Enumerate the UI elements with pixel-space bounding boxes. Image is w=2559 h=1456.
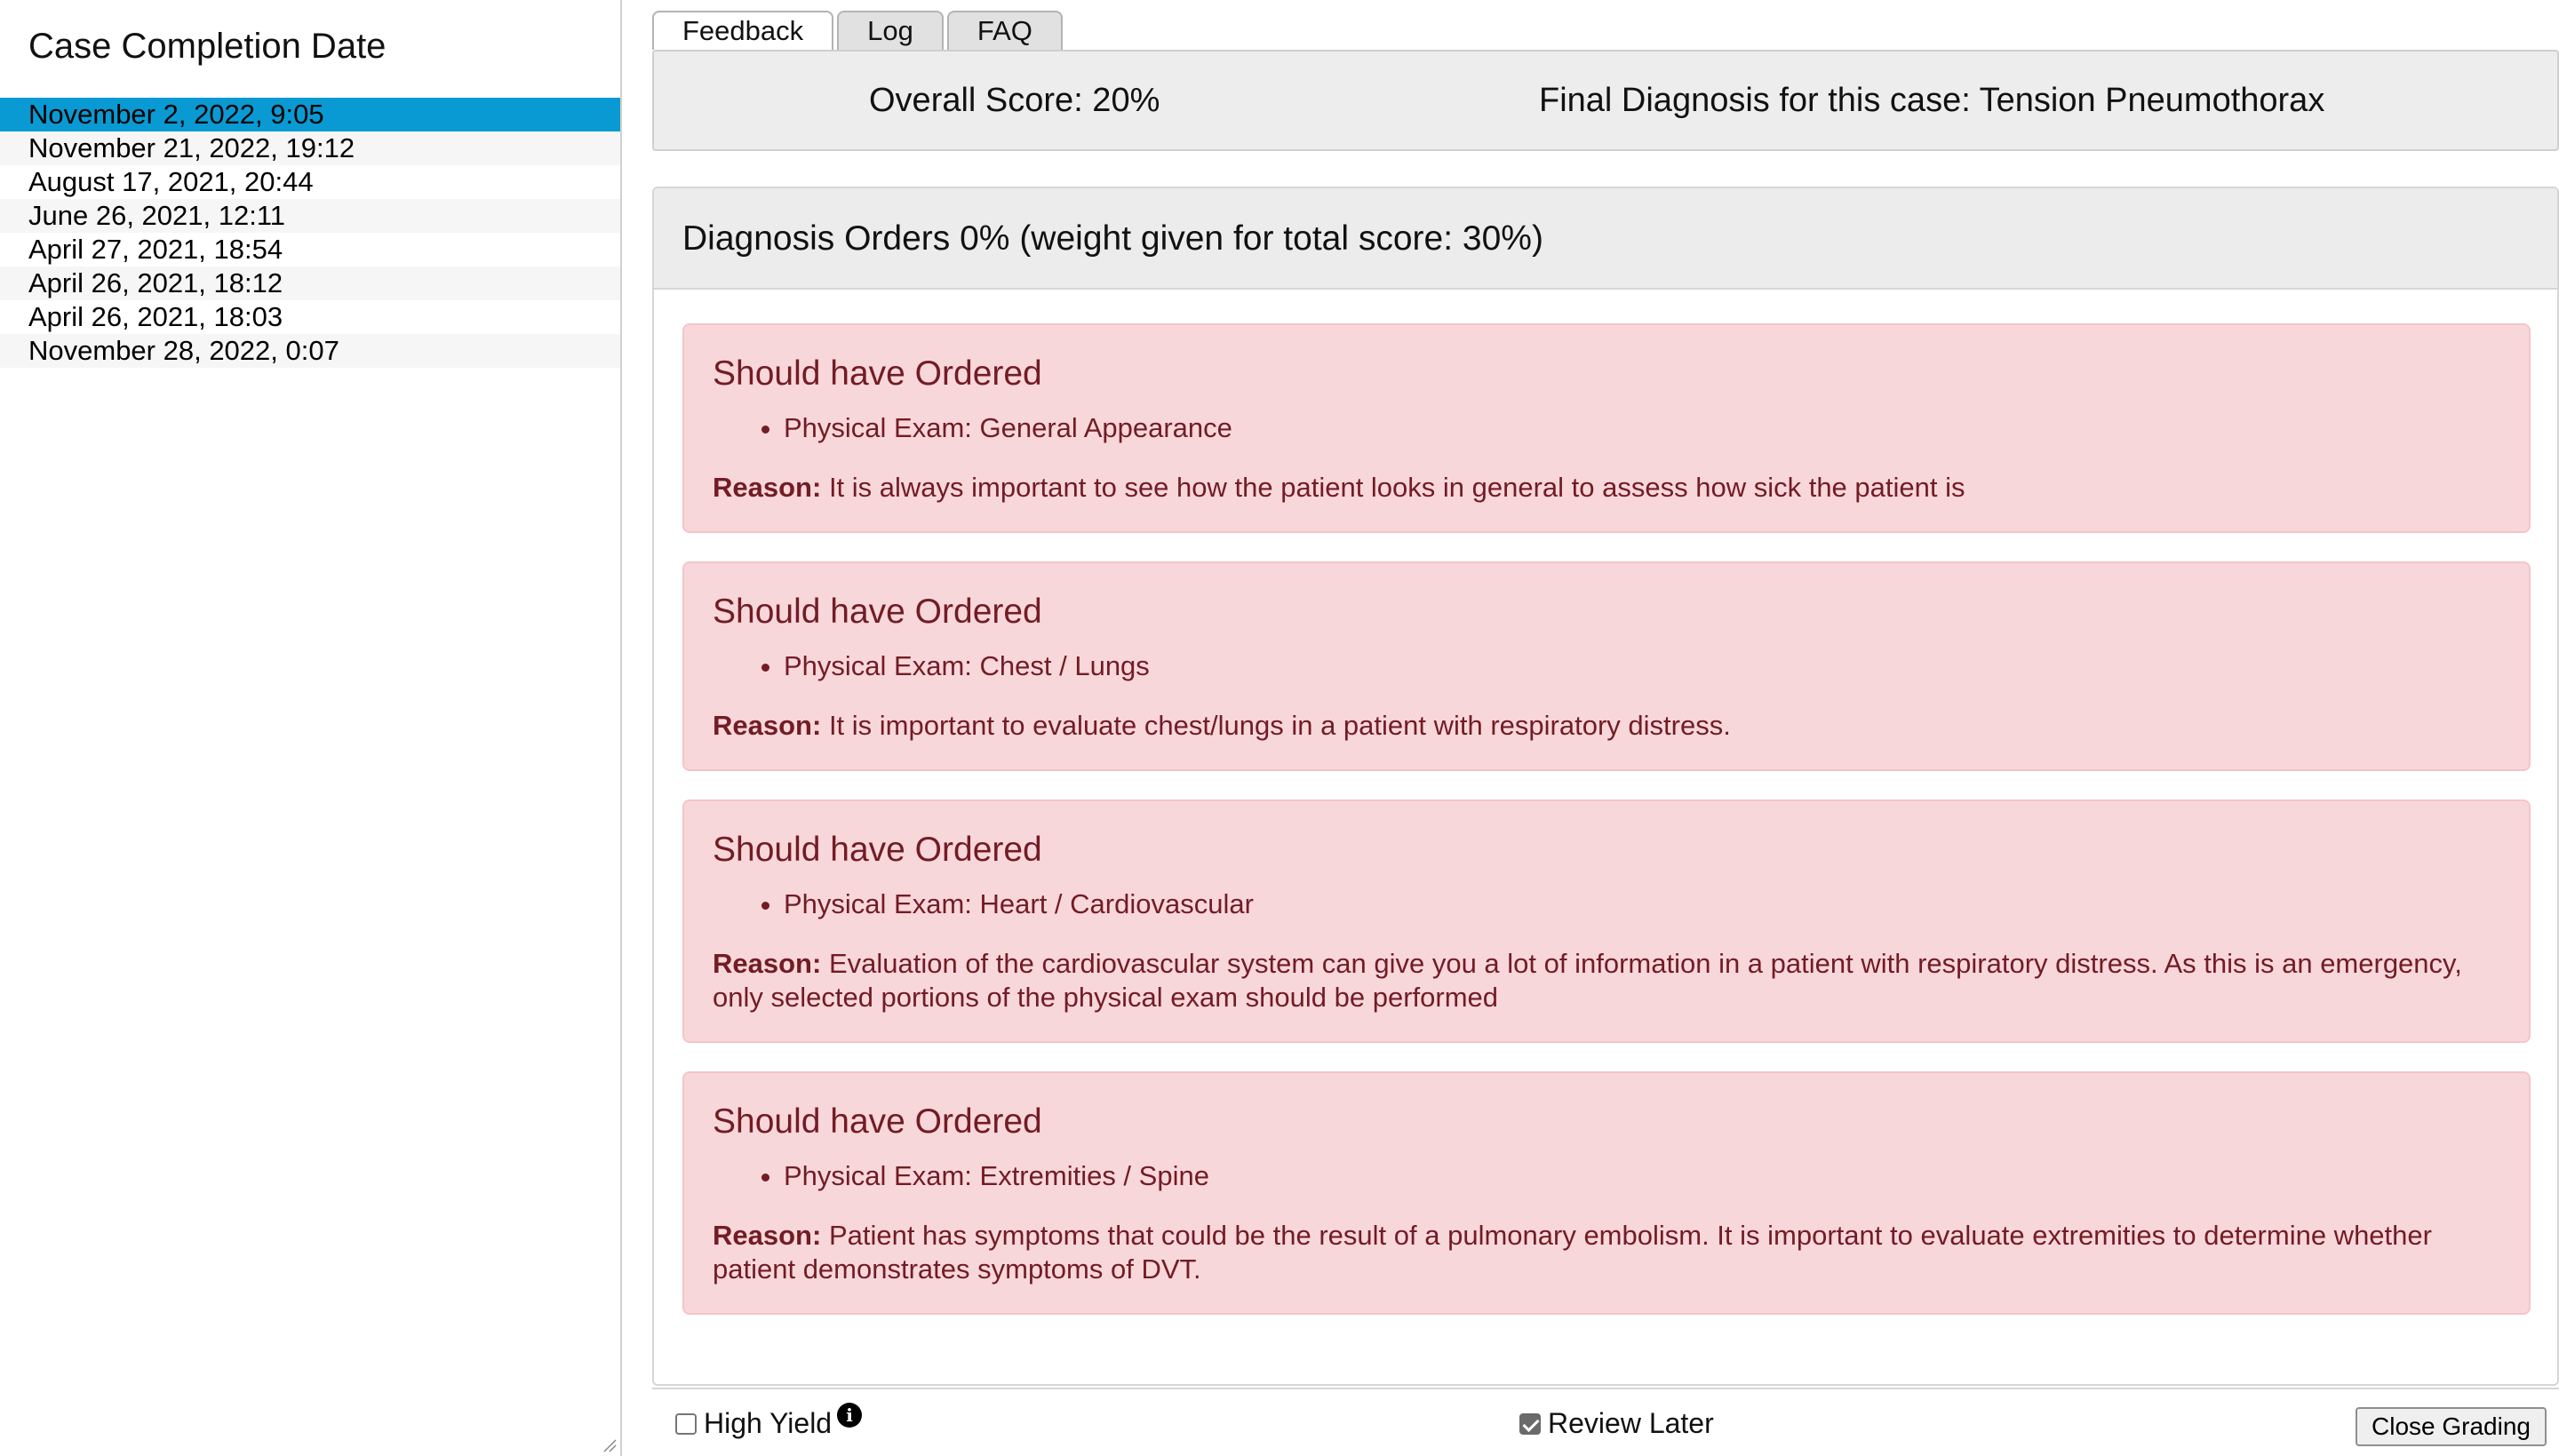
- alert-reason: [713, 709, 2500, 743]
- alert-order-item: • Physical Exam: Heart / Cardiovascular: [784, 887, 2500, 922]
- alert-title: Should have Ordered: [713, 593, 1042, 631]
- close-grading-button[interactable]: Close Grading: [2356, 1407, 2547, 1446]
- feedback-alert: [682, 1071, 2531, 1315]
- case-date-item[interactable]: November 21, 2022, 19:12: [0, 131, 620, 165]
- high-yield-checkbox[interactable]: [675, 1413, 697, 1435]
- alert-order-item: • Physical Exam: Extremities / Spine: [784, 1158, 2500, 1194]
- case-date-list: [0, 98, 620, 368]
- feedback-alert: [682, 561, 2531, 771]
- grading-main: [652, 0, 2559, 1456]
- alert-title: Should have Ordered: [713, 354, 1042, 393]
- tab-bar: [652, 11, 1063, 50]
- reason-text: Evaluation of the cardiovascular system can give you a lot of information in a patient with respiratory distress. As this is an emergency, only selected portions of the physical exam should be performed: [713, 948, 2462, 1013]
- alert-title: Should have Ordered: [713, 1102, 1042, 1141]
- diagnosis-orders-header: Diagnosis Orders 0% (weight given for total score: 30%): [654, 188, 2557, 290]
- reason-label: Reason:: [713, 472, 822, 503]
- feedback-alert: [682, 800, 2531, 1043]
- reason-text: It is always important to see how the patient looks in general to assess how sick the patient is: [828, 472, 1965, 503]
- review-later-label[interactable]: Review Later: [1548, 1407, 1714, 1439]
- alert-order-list: [713, 887, 2500, 922]
- case-date-item[interactable]: November 28, 2022, 0:07: [0, 334, 620, 368]
- final-diagnosis: Final Diagnosis for this case: Tension Pneumothorax: [1539, 82, 2325, 119]
- tab-feedback[interactable]: Feedback: [652, 11, 833, 50]
- overall-score: Overall Score: 20%: [869, 82, 1160, 119]
- tab-log[interactable]: Log: [837, 11, 944, 50]
- feedback-alert-list: [682, 323, 2531, 1343]
- score-summary: [652, 50, 2559, 151]
- reason-label: Reason:: [713, 1220, 822, 1251]
- alert-order-item: • Physical Exam: Chest / Lungs: [784, 648, 2500, 684]
- review-later-control: [1519, 1407, 1714, 1440]
- alert-order-list: [713, 410, 2500, 446]
- reason-label: Reason:: [713, 710, 822, 741]
- case-date-sidebar: [0, 0, 622, 1456]
- case-date-item[interactable]: June 26, 2021, 12:11: [0, 199, 620, 233]
- tab-faq[interactable]: FAQ: [947, 11, 1063, 50]
- high-yield-label[interactable]: High Yield: [704, 1407, 833, 1439]
- high-yield-control: [675, 1404, 862, 1440]
- grading-footer: [652, 1388, 2559, 1456]
- case-date-item[interactable]: April 26, 2021, 18:03: [28, 301, 283, 332]
- case-date-item[interactable]: April 27, 2021, 18:54: [28, 234, 283, 265]
- case-date-item[interactable]: April 26, 2021, 18:12: [0, 267, 620, 300]
- alert-reason: [713, 1219, 2500, 1286]
- feedback-alert: [682, 323, 2531, 533]
- alert-order-list: [713, 1158, 2500, 1194]
- info-icon[interactable]: i: [837, 1403, 862, 1428]
- diagnosis-orders-panel: [652, 187, 2559, 1386]
- alert-reason: [713, 471, 2500, 505]
- alert-order-list: [713, 648, 2500, 684]
- sidebar-title: Case Completion Date: [28, 27, 387, 66]
- alert-reason: [713, 947, 2500, 1014]
- case-date-item[interactable]: August 17, 2021, 20:44: [28, 166, 314, 197]
- alert-title: Should have Ordered: [713, 831, 1042, 869]
- reason-text: Patient has symptoms that could be the result of a pulmonary embolism. It is important to evaluate extremities to determine whether patient demonstrates symptoms of DVT.: [713, 1220, 2432, 1285]
- alert-order-item: • Physical Exam: General Appearance: [784, 410, 2500, 446]
- review-later-checkbox[interactable]: [1519, 1413, 1541, 1435]
- case-date-item[interactable]: November 2, 2022, 9:05: [0, 98, 620, 131]
- reason-label: Reason:: [713, 948, 822, 979]
- reason-text: It is important to evaluate chest/lungs in a patient with respiratory distress.: [828, 710, 1731, 741]
- resize-grip-icon[interactable]: [601, 1436, 617, 1452]
